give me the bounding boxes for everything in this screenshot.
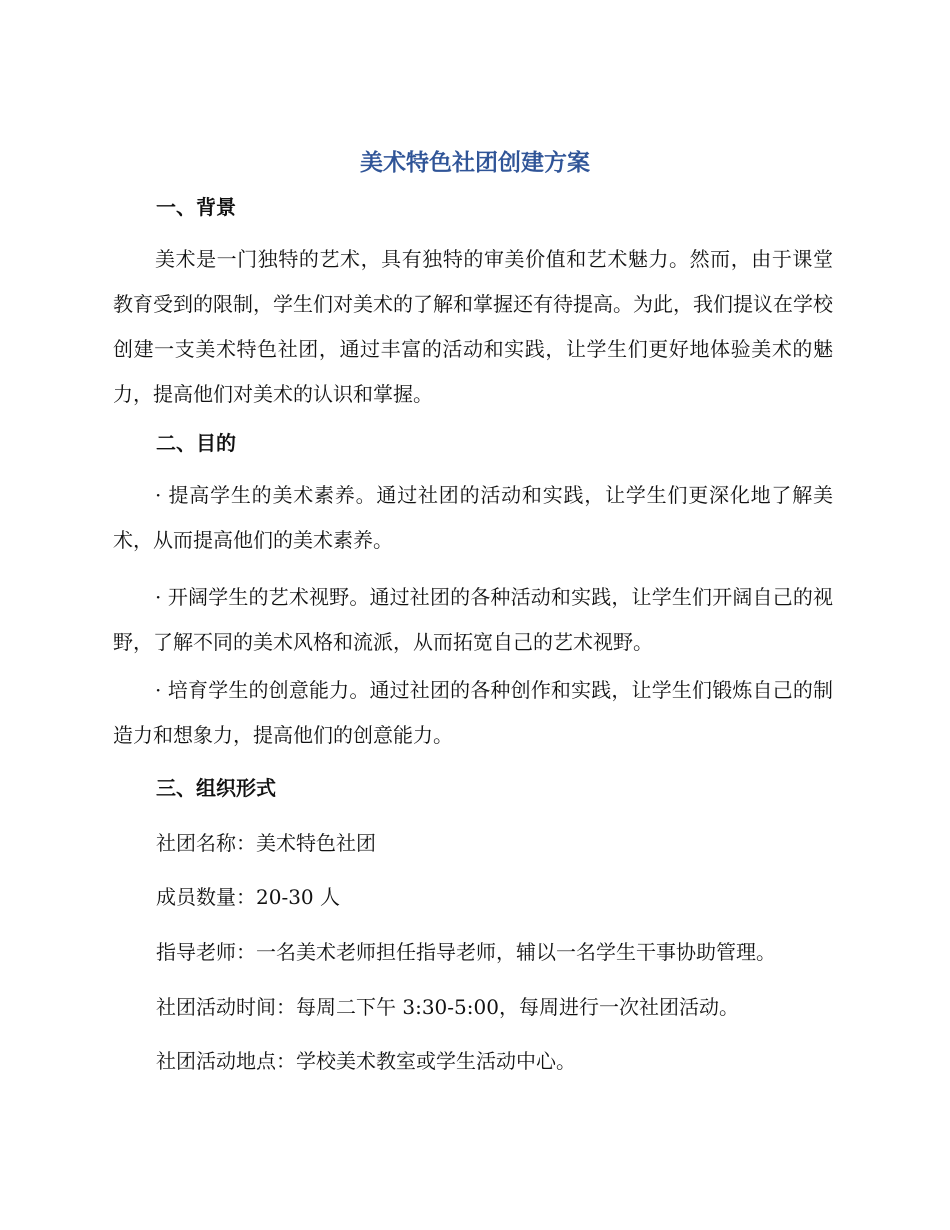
purpose-item: · 开阔学生的艺术视野。通过社团的各种活动和实践，让学生们开阔自己的视野，了解不同的美术风格和流派，从而拓宽自己的艺术视野。: [113, 585, 833, 654]
organization-line-club-name: 社团名称：美术特色社团: [156, 831, 376, 855]
document-title: 美术特色社团创建方案: [360, 150, 590, 176]
purpose-item: · 提高学生的美术素养。通过社团的活动和实践，让学生们更深化地了解美术，从而提高他们的美术素养。: [113, 483, 833, 552]
organization-line-activity-time: 社团活动时间：每周二下午 3:30-5:00，每周进行一次社团活动。: [156, 995, 739, 1019]
organization-line-activity-location: 社团活动地点：学校美术教室或学生活动中心。: [156, 1049, 576, 1073]
purpose-item: · 培育学生的创意能力。通过社团的各种创作和实践，让学生们锻炼自己的制造力和想象力，提高他们的创意能力。: [113, 678, 833, 747]
background-paragraph: 美术是一门独特的艺术，具有独特的审美价值和艺术魅力。然而，由于课堂教育受到的限制，学生们对美术的了解和掌握还有待提高。为此，我们提议在学校创建一支美术特色社团，通过丰富的活动和实践，让学生们更好地体验美术的魅力，提高他们对美术的认识和掌握。: [113, 247, 833, 406]
section-heading-purpose: 二、目的: [156, 431, 236, 455]
section-heading-background: 一、背景: [156, 195, 236, 219]
organization-line-member-count: 成员数量：20-30 人: [156, 885, 341, 909]
section-heading-organization: 三、组织形式: [156, 776, 276, 800]
organization-line-advisor: 指导老师：一名美术老师担任指导老师，辅以一名学生干事协助管理。: [156, 940, 776, 964]
